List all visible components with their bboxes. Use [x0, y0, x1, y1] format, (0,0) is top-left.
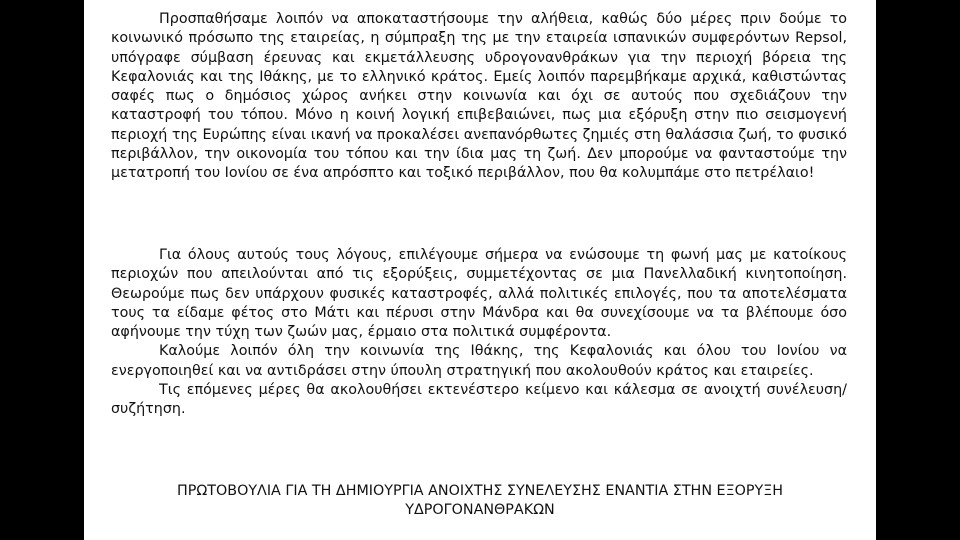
document-page: [84, 0, 876, 540]
paragraph-join-voices: Για όλους αυτούς τους λόγους, επιλέγουμε σήμερα να ενώσουμε τη φωνή μας με κατοίκους περιοχών που απειλούνται από τις εξορύξεις, συμμετέχοντας σε μια Πανελλαδική κινητοποίηση. Θεωρούμε πως δεν υπάρχουν φυσικές καταστροφές, αλλά πολιτικές επιλογές, που τα αποτελέσματα τους τα είδαμε φέτος στο Μάτι και πέρυσι στην Μάνδρα και θα συνεχίσουμε να τα βλέπουμε όσο αφήνουμε την τύχη των ζωών μας, έρμαιο στα πολιτικά συμφέροντα.: [111, 247, 847, 341]
paragraph-restore-truth: Προσπαθήσαμε λοιπόν να αποκαταστήσουμε την αλήθεια, καθώς δύο μέρες πριν δούμε το κοινωνικό πρόσωπο της εταιρείας, η σύμπραξη της με την εταιρεία ισπανικών συμφερόντων Repsol, υπόγραφε σύμβαση έρευνας και εκμετάλλευσης υδρογονανθράκων για την περιοχή βόρεια της Κεφαλονιάς και της Ιθάκης, με το ελληνικό κράτος. Εμείς λοιπόν παρεμβήκαμε αρχικά, καθιστώντας σαφές πως ο δημόσιος χώρος ανήκει στην κοινωνία και όχι σε αυτούς που σχεδιάζουν την καταστροφή του τόπου. Μόνο η κοινή λογική επιβεβαιώνει, πως μια εξόρυξη στην πιο σεισμογενή περιοχή της Ευρώπης είναι ικανή να προκαλέσει ανεπανόρθωτες ζημιές στη θαλάσσια ζωή, το φυσικό περιβάλλον, την οικονομία του τόπου και την ίδια μας τη ζωή. Δεν μπορούμε να φανταστούμε την μετατροπή του Ιονίου σε ένα απρόσπτο και τοξικό περιβάλλον, που θα κολυμπάμε στο πετρέλαιο!: [111, 11, 847, 182]
closing-line-1: ΠΡΩΤΟΒΟΥΛΙΑ ΓΙΑ ΤΗ ΔΗΜΙΟΥΡΓΙΑ ΑΝΟΙΧΤΗΣ ΣΥΝΕΛΕΥΣΗΣ ΕΝΑΝΤΙΑ ΣΤΗΝ ΕΞΟΡΥΞΗ: [176, 483, 784, 499]
paragraph-next-days: Τις επόμενες μέρες θα ακολουθήσει εκτενέστερο κείμενο και κάλεσμα σε ανοιχτή συνέλευση/συζήτηση.: [111, 382, 847, 418]
text-block-top: [111, 10, 847, 184]
closing-line-2: ΥΔΡΟΓΟΝΑΝΘΡΑΚΩΝ: [405, 502, 555, 519]
paragraph-call-to-society: Καλούμε λοιπόν όλη την κοινωνία της Ιθάκης, της Κεφαλονιάς και όλου του Ιονίου να ενεργοποιηθεί και να αντιδράσει στην ύπουλη στρατηγική που ακολουθούν κράτος και εταιρείες.: [111, 343, 847, 379]
closing-signature: [84, 482, 876, 521]
text-block-middle: [111, 246, 847, 420]
